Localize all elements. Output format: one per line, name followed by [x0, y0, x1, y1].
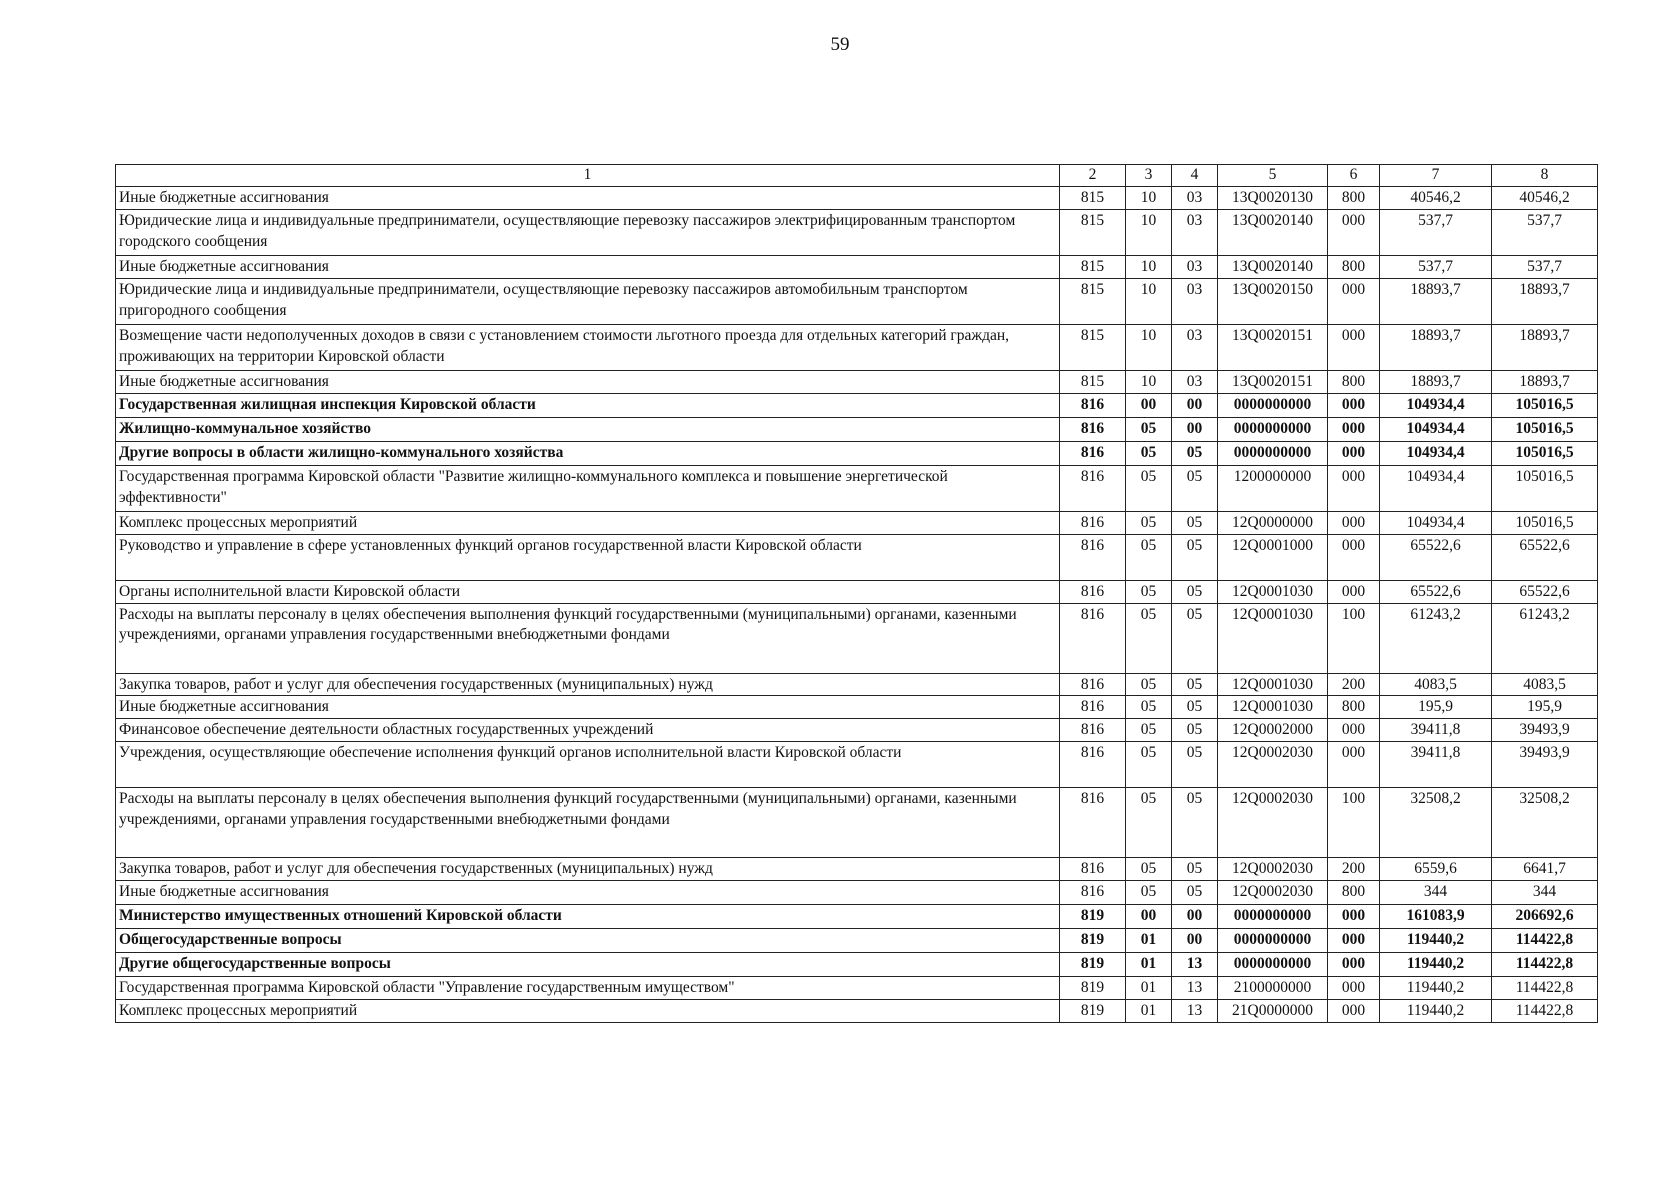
row-cell-6: 000 [1328, 465, 1380, 511]
row-cell-7: 39411,8 [1380, 719, 1492, 742]
row-cell-8: 65522,6 [1492, 534, 1598, 580]
row-cell-5: 12Q0001000 [1218, 534, 1328, 580]
row-cell-7: 18893,7 [1380, 324, 1492, 370]
row-cell-2: 815 [1060, 255, 1126, 278]
table-row [116, 719, 1598, 742]
row-cell-3: 01 [1126, 929, 1172, 953]
row-cell-5: 1200000000 [1218, 465, 1328, 511]
header-cell: 1 [116, 165, 1060, 187]
row-cell-5: 12Q0002030 [1218, 858, 1328, 881]
row-cell-6: 000 [1328, 953, 1380, 977]
row-cell-6: 000 [1328, 905, 1380, 929]
row-cell-5: 0000000000 [1218, 953, 1328, 977]
table-row [116, 465, 1598, 511]
row-cell-4: 05 [1172, 580, 1218, 603]
row-cell-3: 10 [1126, 324, 1172, 370]
row-cell-7: 6559,6 [1380, 858, 1492, 881]
row-cell-3: 10 [1126, 186, 1172, 209]
table-row [116, 953, 1598, 977]
row-cell-2: 819 [1060, 977, 1126, 1000]
table-body [116, 186, 1598, 1022]
table-row [116, 324, 1598, 370]
row-cell-3: 10 [1126, 370, 1172, 393]
row-cell-8: 39493,9 [1492, 742, 1598, 788]
row-cell-7: 104934,4 [1380, 511, 1492, 534]
row-cell-6: 000 [1328, 534, 1380, 580]
row-cell-4: 00 [1172, 905, 1218, 929]
row-cell-3: 10 [1126, 278, 1172, 324]
row-cell-6: 000 [1328, 719, 1380, 742]
row-cell-4: 05 [1172, 788, 1218, 858]
row-cell-7: 104934,4 [1380, 441, 1492, 465]
table-row [116, 858, 1598, 881]
row-cell-8: 114422,8 [1492, 1000, 1598, 1023]
row-cell-8: 195,9 [1492, 696, 1598, 719]
row-cell-2: 816 [1060, 696, 1126, 719]
table-row [116, 255, 1598, 278]
row-cell-6: 000 [1328, 580, 1380, 603]
row-description: Министерство имущественных отношений Кировской области [116, 905, 1060, 929]
header-cell: 4 [1172, 165, 1218, 187]
row-cell-4: 13 [1172, 1000, 1218, 1023]
row-cell-5: 13Q0020151 [1218, 370, 1328, 393]
table-row [116, 534, 1598, 580]
row-cell-7: 195,9 [1380, 696, 1492, 719]
row-cell-2: 816 [1060, 742, 1126, 788]
row-cell-7: 65522,6 [1380, 580, 1492, 603]
row-description: Государственная жилищная инспекция Кировской области [116, 393, 1060, 417]
row-cell-7: 119440,2 [1380, 977, 1492, 1000]
row-cell-8: 105016,5 [1492, 417, 1598, 441]
row-cell-4: 03 [1172, 209, 1218, 255]
row-description: Расходы на выплаты персоналу в целях обеспечения выполнения функций государственными (муниципальными) органами, казенными учреждениями, органами управления государственными внебюджетными фондами [116, 603, 1060, 673]
row-cell-2: 816 [1060, 441, 1126, 465]
row-description: Юридические лица и индивидуальные предприниматели, осуществляющие перевозку пассажиров электрифицированным транспортом городского сообщения [116, 209, 1060, 255]
row-description: Возмещение части недополученных доходов в связи с установлением стоимости льготного проезда для отдельных категорий граждан, проживающих на территории Кировской области [116, 324, 1060, 370]
row-cell-7: 104934,4 [1380, 465, 1492, 511]
row-cell-6: 000 [1328, 977, 1380, 1000]
row-cell-5: 12Q0002000 [1218, 719, 1328, 742]
row-cell-5: 13Q0020130 [1218, 186, 1328, 209]
row-cell-5: 13Q0020151 [1218, 324, 1328, 370]
table-row [116, 186, 1598, 209]
row-cell-5: 2100000000 [1218, 977, 1328, 1000]
row-cell-8: 105016,5 [1492, 441, 1598, 465]
row-cell-8: 4083,5 [1492, 673, 1598, 696]
row-cell-3: 05 [1126, 742, 1172, 788]
row-cell-2: 816 [1060, 534, 1126, 580]
row-cell-8: 537,7 [1492, 209, 1598, 255]
page-number: 59 [830, 34, 850, 55]
row-cell-7: 119440,2 [1380, 929, 1492, 953]
table-row [116, 370, 1598, 393]
row-cell-8: 65522,6 [1492, 580, 1598, 603]
row-cell-8: 18893,7 [1492, 370, 1598, 393]
row-cell-8: 114422,8 [1492, 977, 1598, 1000]
row-cell-3: 05 [1126, 511, 1172, 534]
row-cell-3: 01 [1126, 977, 1172, 1000]
row-cell-2: 816 [1060, 719, 1126, 742]
row-cell-5: 12Q0002030 [1218, 788, 1328, 858]
row-cell-3: 05 [1126, 788, 1172, 858]
row-cell-6: 100 [1328, 603, 1380, 673]
row-cell-3: 05 [1126, 858, 1172, 881]
row-cell-8: 537,7 [1492, 255, 1598, 278]
row-cell-5: 0000000000 [1218, 393, 1328, 417]
row-cell-3: 10 [1126, 255, 1172, 278]
table-row [116, 788, 1598, 858]
row-cell-4: 00 [1172, 393, 1218, 417]
row-description: Иные бюджетные ассигнования [116, 881, 1060, 905]
table-row [116, 696, 1598, 719]
row-description: Закупка товаров, работ и услуг для обеспечения государственных (муниципальных) нужд [116, 858, 1060, 881]
row-cell-5: 12Q0001030 [1218, 696, 1328, 719]
row-description: Комплекс процессных мероприятий [116, 511, 1060, 534]
row-cell-2: 819 [1060, 953, 1126, 977]
row-description: Расходы на выплаты персоналу в целях обеспечения выполнения функций государственными (муниципальными) органами, казенными учреждениями, органами управления государственными внебюджетными фондами [116, 788, 1060, 858]
table-row [116, 417, 1598, 441]
row-cell-4: 05 [1172, 511, 1218, 534]
row-cell-2: 816 [1060, 393, 1126, 417]
row-cell-4: 05 [1172, 696, 1218, 719]
row-cell-6: 800 [1328, 696, 1380, 719]
table-row [116, 929, 1598, 953]
row-cell-4: 05 [1172, 534, 1218, 580]
row-cell-8: 39493,9 [1492, 719, 1598, 742]
row-cell-5: 0000000000 [1218, 905, 1328, 929]
row-cell-3: 05 [1126, 603, 1172, 673]
row-cell-2: 816 [1060, 858, 1126, 881]
row-cell-4: 05 [1172, 858, 1218, 881]
row-cell-4: 03 [1172, 186, 1218, 209]
row-cell-4: 05 [1172, 673, 1218, 696]
budget-table [115, 164, 1598, 1023]
table-row [116, 441, 1598, 465]
header-cell: 5 [1218, 165, 1328, 187]
row-cell-6: 000 [1328, 278, 1380, 324]
row-cell-3: 10 [1126, 209, 1172, 255]
row-cell-4: 05 [1172, 465, 1218, 511]
row-cell-2: 816 [1060, 881, 1126, 905]
row-cell-7: 61243,2 [1380, 603, 1492, 673]
row-cell-5: 21Q0000000 [1218, 1000, 1328, 1023]
row-description: Общегосударственные вопросы [116, 929, 1060, 953]
row-cell-6: 000 [1328, 742, 1380, 788]
table-row [116, 511, 1598, 534]
row-cell-5: 12Q0001030 [1218, 603, 1328, 673]
row-description: Иные бюджетные ассигнования [116, 370, 1060, 393]
table-row [116, 742, 1598, 788]
row-cell-8: 105016,5 [1492, 393, 1598, 417]
row-cell-3: 05 [1126, 719, 1172, 742]
row-description: Учреждения, осуществляющие обеспечение исполнения функций органов исполнительной власти Кировской области [116, 742, 1060, 788]
row-cell-3: 01 [1126, 953, 1172, 977]
row-cell-5: 13Q0020140 [1218, 255, 1328, 278]
row-cell-7: 537,7 [1380, 255, 1492, 278]
header-cell: 7 [1380, 165, 1492, 187]
row-cell-5: 0000000000 [1218, 441, 1328, 465]
row-cell-5: 12Q0002030 [1218, 742, 1328, 788]
row-cell-2: 815 [1060, 209, 1126, 255]
row-cell-7: 18893,7 [1380, 278, 1492, 324]
row-description: Финансовое обеспечение деятельности областных государственных учреждений [116, 719, 1060, 742]
row-cell-4: 05 [1172, 441, 1218, 465]
row-cell-7: 537,7 [1380, 209, 1492, 255]
row-cell-4: 03 [1172, 324, 1218, 370]
row-cell-3: 00 [1126, 393, 1172, 417]
table-row [116, 881, 1598, 905]
row-cell-8: 206692,6 [1492, 905, 1598, 929]
row-cell-3: 05 [1126, 673, 1172, 696]
row-cell-5: 13Q0020150 [1218, 278, 1328, 324]
row-cell-7: 161083,9 [1380, 905, 1492, 929]
row-cell-5: 12Q0000000 [1218, 511, 1328, 534]
row-cell-6: 000 [1328, 511, 1380, 534]
row-cell-6: 000 [1328, 1000, 1380, 1023]
table-row [116, 209, 1598, 255]
row-cell-7: 39411,8 [1380, 742, 1492, 788]
row-cell-7: 18893,7 [1380, 370, 1492, 393]
row-cell-6: 100 [1328, 788, 1380, 858]
row-cell-4: 13 [1172, 977, 1218, 1000]
row-cell-3: 05 [1126, 696, 1172, 719]
row-cell-8: 344 [1492, 881, 1598, 905]
row-cell-5: 12Q0001030 [1218, 580, 1328, 603]
row-description: Другие общегосударственные вопросы [116, 953, 1060, 977]
header-cell: 2 [1060, 165, 1126, 187]
row-cell-6: 000 [1328, 441, 1380, 465]
row-cell-8: 114422,8 [1492, 929, 1598, 953]
row-cell-6: 200 [1328, 858, 1380, 881]
row-cell-2: 816 [1060, 417, 1126, 441]
header-cell: 6 [1328, 165, 1380, 187]
table-row [116, 278, 1598, 324]
table-row [116, 580, 1598, 603]
row-cell-8: 40546,2 [1492, 186, 1598, 209]
row-cell-6: 000 [1328, 393, 1380, 417]
row-cell-5: 13Q0020140 [1218, 209, 1328, 255]
row-cell-8: 18893,7 [1492, 278, 1598, 324]
row-cell-4: 00 [1172, 929, 1218, 953]
row-cell-6: 000 [1328, 417, 1380, 441]
row-description: Жилищно-коммунальное хозяйство [116, 417, 1060, 441]
header-row [116, 165, 1598, 187]
row-cell-8: 6641,7 [1492, 858, 1598, 881]
row-cell-2: 816 [1060, 580, 1126, 603]
row-cell-2: 816 [1060, 465, 1126, 511]
row-cell-8: 18893,7 [1492, 324, 1598, 370]
row-cell-4: 05 [1172, 881, 1218, 905]
row-cell-2: 815 [1060, 370, 1126, 393]
row-cell-5: 0000000000 [1218, 929, 1328, 953]
row-cell-5: 12Q0002030 [1218, 881, 1328, 905]
row-cell-3: 01 [1126, 1000, 1172, 1023]
table-row [116, 603, 1598, 673]
row-description: Иные бюджетные ассигнования [116, 696, 1060, 719]
row-cell-4: 13 [1172, 953, 1218, 977]
row-cell-6: 000 [1328, 929, 1380, 953]
row-cell-8: 61243,2 [1492, 603, 1598, 673]
table-row [116, 1000, 1598, 1023]
row-cell-8: 114422,8 [1492, 953, 1598, 977]
row-description: Закупка товаров, работ и услуг для обеспечения государственных (муниципальных) нужд [116, 673, 1060, 696]
row-cell-2: 816 [1060, 511, 1126, 534]
row-cell-8: 105016,5 [1492, 465, 1598, 511]
row-cell-7: 32508,2 [1380, 788, 1492, 858]
row-cell-7: 119440,2 [1380, 1000, 1492, 1023]
row-description: Органы исполнительной власти Кировской области [116, 580, 1060, 603]
row-cell-6: 200 [1328, 673, 1380, 696]
row-description: Иные бюджетные ассигнования [116, 255, 1060, 278]
row-cell-4: 03 [1172, 255, 1218, 278]
row-cell-2: 815 [1060, 186, 1126, 209]
row-cell-5: 12Q0001030 [1218, 673, 1328, 696]
row-description: Иные бюджетные ассигнования [116, 186, 1060, 209]
row-cell-3: 05 [1126, 465, 1172, 511]
table-row [116, 393, 1598, 417]
row-description: Государственная программа Кировской области "Развитие жилищно-коммунального комплекса и повышение энергетической эффективности" [116, 465, 1060, 511]
row-cell-6: 800 [1328, 255, 1380, 278]
row-cell-3: 05 [1126, 881, 1172, 905]
row-cell-5: 0000000000 [1218, 417, 1328, 441]
row-cell-4: 00 [1172, 417, 1218, 441]
row-cell-7: 104934,4 [1380, 393, 1492, 417]
row-cell-2: 819 [1060, 929, 1126, 953]
row-cell-7: 344 [1380, 881, 1492, 905]
table-row [116, 977, 1598, 1000]
row-cell-2: 816 [1060, 603, 1126, 673]
row-cell-3: 05 [1126, 441, 1172, 465]
row-cell-4: 03 [1172, 278, 1218, 324]
row-cell-8: 105016,5 [1492, 511, 1598, 534]
row-cell-2: 815 [1060, 324, 1126, 370]
row-cell-3: 05 [1126, 580, 1172, 603]
row-cell-8: 32508,2 [1492, 788, 1598, 858]
row-cell-3: 05 [1126, 417, 1172, 441]
row-cell-7: 119440,2 [1380, 953, 1492, 977]
row-cell-3: 05 [1126, 534, 1172, 580]
row-cell-7: 104934,4 [1380, 417, 1492, 441]
header-cell: 3 [1126, 165, 1172, 187]
row-cell-2: 819 [1060, 905, 1126, 929]
row-description: Государственная программа Кировской области "Управление государственным имуществом" [116, 977, 1060, 1000]
row-cell-4: 05 [1172, 742, 1218, 788]
row-cell-4: 05 [1172, 719, 1218, 742]
row-cell-4: 05 [1172, 603, 1218, 673]
row-description: Другие вопросы в области жилищно-коммунального хозяйства [116, 441, 1060, 465]
row-description: Руководство и управление в сфере установленных функций органов государственной власти Кировской области [116, 534, 1060, 580]
row-cell-4: 03 [1172, 370, 1218, 393]
row-cell-2: 816 [1060, 788, 1126, 858]
row-cell-6: 800 [1328, 186, 1380, 209]
row-cell-6: 000 [1328, 324, 1380, 370]
row-cell-2: 819 [1060, 1000, 1126, 1023]
row-cell-2: 815 [1060, 278, 1126, 324]
row-cell-3: 00 [1126, 905, 1172, 929]
row-description: Юридические лица и индивидуальные предприниматели, осуществляющие перевозку пассажиров автомобильным транспортом пригородного сообщения [116, 278, 1060, 324]
row-cell-7: 65522,6 [1380, 534, 1492, 580]
row-cell-6: 000 [1328, 209, 1380, 255]
row-cell-7: 40546,2 [1380, 186, 1492, 209]
table-row [116, 905, 1598, 929]
table-row [116, 673, 1598, 696]
header-cell: 8 [1492, 165, 1598, 187]
row-cell-6: 800 [1328, 370, 1380, 393]
row-description: Комплекс процессных мероприятий [116, 1000, 1060, 1023]
row-cell-2: 816 [1060, 673, 1126, 696]
row-cell-7: 4083,5 [1380, 673, 1492, 696]
row-cell-6: 800 [1328, 881, 1380, 905]
